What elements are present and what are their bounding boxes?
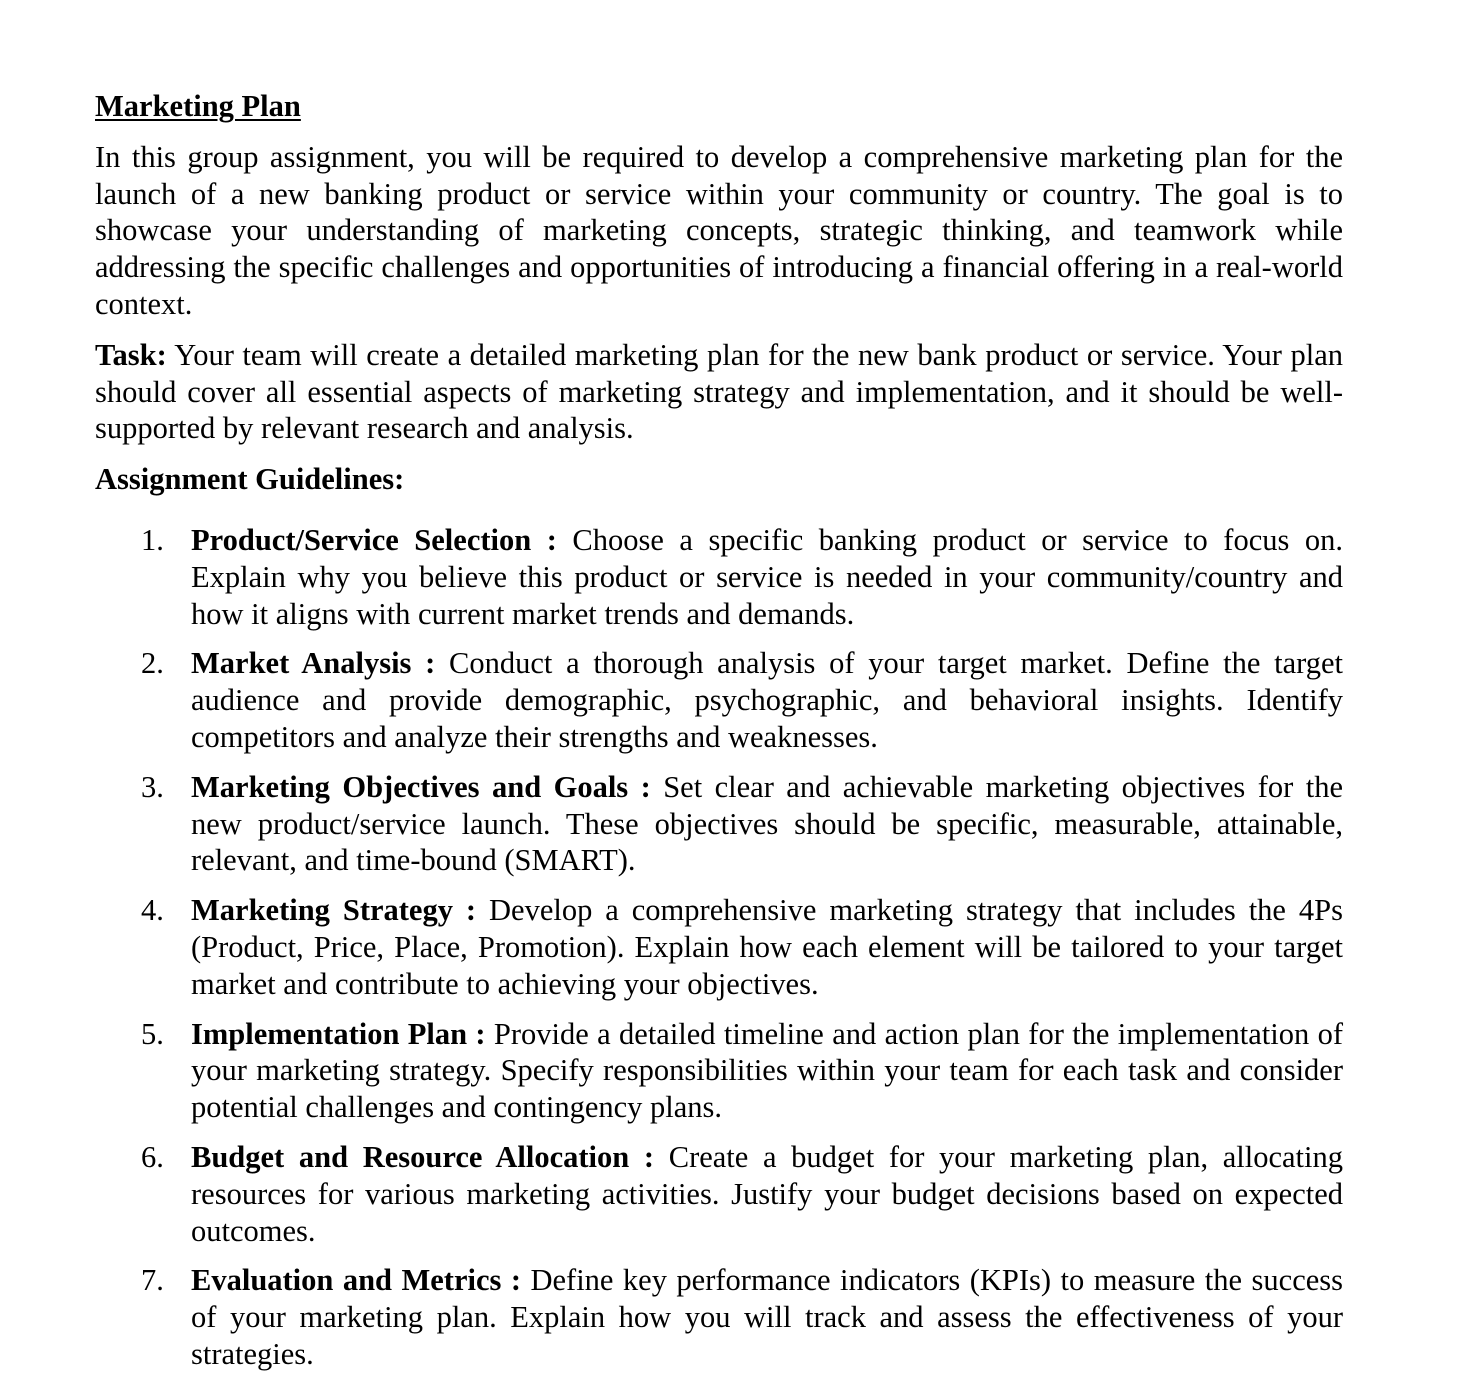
list-item-text: Choose a specific banking product or service to focus on. Explain why you believe this product or service is needed in your community/country and how it aligns with current market trends and demands. [191,522,1343,631]
list-item-label: Budget and Resource Allocation : [191,1139,655,1174]
list-item-label: Market Analysis : [191,646,436,681]
list-item-label: Evaluation and Metrics : [191,1263,522,1298]
list-item [95,769,1343,879]
list-item [95,892,1343,1002]
list-item-text: Develop a comprehensive marketing strategy that includes the 4Ps (Product, Price, Place, Promotion). Explain how each element will be tailored to your target market and contribute to achieving your objectives. [191,893,1343,1001]
list-item-number: 5. [141,1016,164,1051]
list-item-number: 4. [141,893,164,928]
task-text: Your team will create a detailed marketing plan for the new bank product or service. Your plan should cover all essential aspects of marketing strategy and implementation, and it should be well-supported by relevant research and analysis. [95,337,1343,446]
list-item-text: Provide a detailed timeline and action plan for the implementation of your marketing strategy. Specify responsibilities within your team for each task and consider potential challenges and contingency plans. [191,1016,1343,1125]
list-item [95,1139,1343,1249]
document-title: Marketing Plan [95,89,301,123]
list-item [95,522,1343,632]
list-item-label: Marketing Strategy : [191,893,477,928]
list-item-number: 1. [141,522,164,557]
list-item-number: 2. [141,646,164,681]
list-item-text: Create a budget for your marketing plan, allocating resources for various marketing activities. Justify your budget decisions based on expected outcomes. [191,1139,1343,1248]
guidelines-list [95,522,1343,1373]
document-page [95,88,1343,1386]
list-item-label: Marketing Objectives and Goals : [191,769,651,804]
list-item-text: Conduct a thorough analysis of your target market. Define the target audience and provide demographic, psychographic, and behavioral insights. Identify competitors and analyze their strengths and weaknesses. [191,646,1343,754]
list-item-number: 7. [141,1263,164,1298]
intro-paragraph: In this group assignment, you will be required to develop a comprehensive marketing plan for the launch of a new banking product or service within your community or country. The goal is to showcase your understanding of marketing concepts, strategic thinking, and teamwork while addressing the specific challenges and opportunities of introducing a financial offering in a real-world context. [95,139,1343,321]
list-item [95,1016,1343,1126]
task-paragraph [95,337,1343,447]
guidelines-heading: Assignment Guidelines: [95,462,405,497]
task-label: Task: [95,337,167,372]
list-item-number: 6. [141,1139,164,1174]
list-item-text: Define key performance indicators (KPIs) to measure the success of your marketing plan. Explain how you will track and assess the effectiveness of your strategies. [191,1263,1344,1371]
list-item-number: 3. [141,769,164,804]
list-item-label: Product/Service Selection : [191,522,557,557]
list-item [95,645,1343,755]
list-item-text: Set clear and achievable marketing objectives for the new product/service launch. These objectives should be specific, measurable, attainable, relevant, and time-bound (SMART). [191,769,1343,878]
list-item-label: Implementation Plan : [191,1016,486,1051]
list-item [95,1262,1343,1372]
